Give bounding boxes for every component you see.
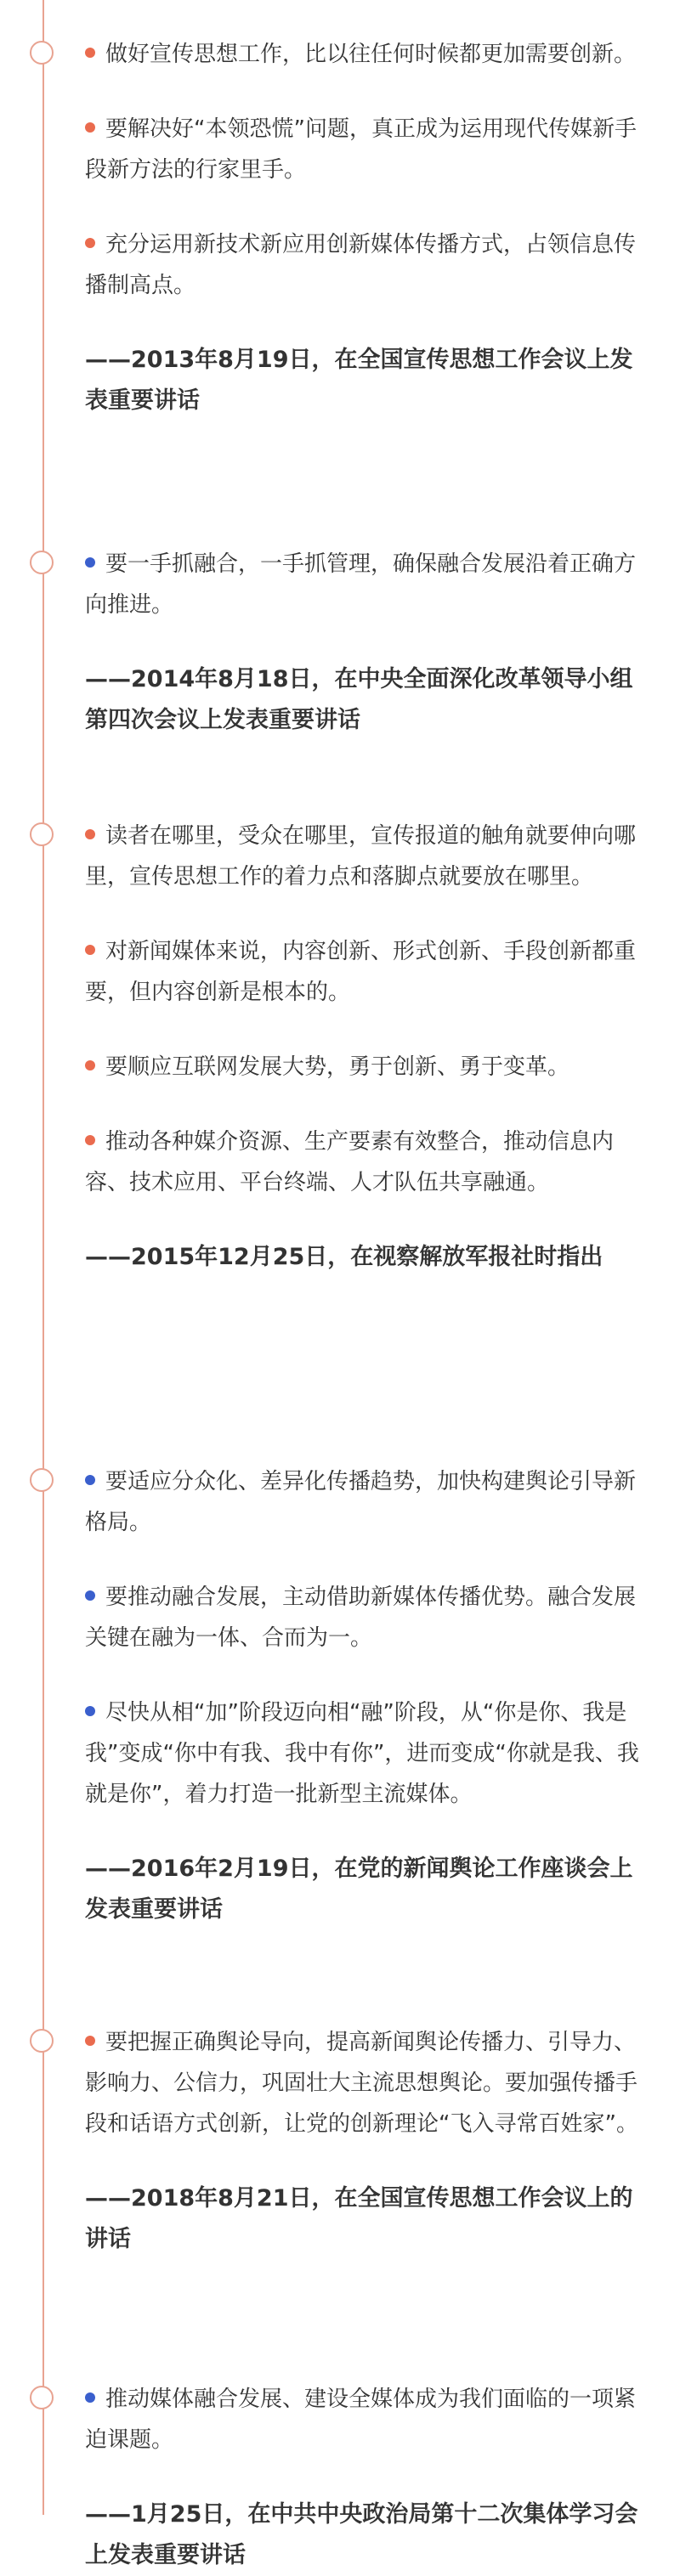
quote-item bbox=[85, 1692, 646, 1815]
quote-text: 做好宣传思想工作，比以往任何时候都更加需要创新。 bbox=[105, 42, 637, 67]
quote-text: 要解决好“本领恐慌”问题，真正成为运用现代传媒新手段新方法的行家里手。 bbox=[85, 116, 637, 183]
quote-item bbox=[85, 1047, 646, 1087]
bullet-dot-icon bbox=[85, 1475, 95, 1485]
timeline-node bbox=[30, 1468, 54, 1492]
quote-group bbox=[85, 34, 646, 421]
quote-item bbox=[85, 816, 646, 897]
speech-source: ——2013年8月19日，在全国宣传思想工作会议上发表重要讲话 bbox=[85, 347, 633, 414]
quote-item bbox=[85, 931, 646, 1013]
quote-group bbox=[85, 544, 646, 741]
quote-item bbox=[85, 224, 646, 306]
timeline-line bbox=[42, 0, 44, 2515]
bullet-dot-icon bbox=[85, 945, 95, 955]
quote-item bbox=[85, 1577, 646, 1658]
speech-source: ——2018年8月21日，在全国宣传思想工作会议上的讲话 bbox=[85, 2185, 633, 2252]
timeline-node bbox=[30, 551, 54, 574]
bullet-dot-icon bbox=[85, 48, 95, 58]
speech-source: ——2015年12月25日，在视察解放军报社时指出 bbox=[85, 1244, 604, 1270]
quote-text: 要顺应互联网发展大势，勇于创新、勇于变革。 bbox=[105, 1054, 570, 1080]
bullet-dot-icon bbox=[85, 122, 95, 133]
quote-text: 对新闻媒体来说，内容创新、形式创新、手段创新都重要，但内容创新是根本的。 bbox=[85, 939, 637, 1005]
speech-source: ——2014年8月18日，在中央全面深化改革领导小组第四次会议上发表重要讲话 bbox=[85, 666, 633, 733]
bullet-dot-icon bbox=[85, 1590, 95, 1601]
bullet-dot-icon bbox=[85, 557, 95, 568]
quote-text: 推动媒体融合发展、建设全媒体成为我们面临的一项紧迫课题。 bbox=[85, 2387, 637, 2453]
quote-text: 要推动融合发展，主动借助新媒体传播优势。融合发展关键在融为一体、合而为一。 bbox=[85, 1585, 637, 1651]
quote-group bbox=[85, 2022, 646, 2260]
quote-text: 读者在哪里，受众在哪里，宣传报道的触角就要伸向哪里，宣传思想工作的着力点和落脚点就要放在哪里。 bbox=[85, 823, 637, 890]
quote-item bbox=[85, 544, 646, 625]
speech-source: ——2016年2月19日，在党的新闻舆论工作座谈会上发表重要讲话 bbox=[85, 1856, 633, 1923]
quote-text: 充分运用新技术新应用创新媒体传播方式，占领信息传播制高点。 bbox=[85, 232, 637, 298]
quote-item bbox=[85, 1461, 646, 1543]
bullet-dot-icon bbox=[85, 1135, 95, 1145]
timeline-node bbox=[30, 41, 54, 65]
bullet-dot-icon bbox=[85, 829, 95, 839]
quote-text: 要适应分众化、差异化传播趋势，加快构建舆论引导新格局。 bbox=[85, 1469, 637, 1535]
quote-item bbox=[85, 2022, 646, 2144]
quote-text: 推动各种媒介资源、生产要素有效整合，推动信息内容、技术应用、平台终端、人才队伍共享融通。 bbox=[85, 1129, 615, 1195]
quote-group bbox=[85, 816, 646, 1278]
speech-source: ——1月25日，在中共中央政治局第十二次集体学习会上发表重要讲话 bbox=[85, 2501, 638, 2568]
quote-item bbox=[85, 109, 646, 190]
bullet-dot-icon bbox=[85, 238, 95, 248]
bullet-dot-icon bbox=[85, 2036, 95, 2046]
bullet-dot-icon bbox=[85, 2392, 95, 2403]
quote-item bbox=[85, 34, 646, 75]
quote-group bbox=[85, 1461, 646, 1930]
timeline-node bbox=[30, 2386, 54, 2409]
timeline-node bbox=[30, 822, 54, 846]
quote-item bbox=[85, 1121, 646, 1203]
quote-item bbox=[85, 2379, 646, 2460]
quote-text: 要把握正确舆论导向，提高新闻舆论传播力、引导力、影响力、公信力，巩固壮大主流思想舆论。要加强传播手段和话语方式创新，让党的创新理论“飞入寻常百姓家”。 bbox=[85, 2030, 638, 2137]
quote-text: 尽快从相“加”阶段迈向相“融”阶段，从“你是你、我是我”变成“你中有我、我中有你”，进而变成“你就是我、我就是你”，着力打造一批新型主流媒体。 bbox=[85, 1700, 639, 1807]
bullet-dot-icon bbox=[85, 1706, 95, 1716]
quote-group bbox=[85, 2379, 646, 2576]
bullet-dot-icon bbox=[85, 1060, 95, 1071]
timeline-node bbox=[30, 2029, 54, 2053]
quote-text: 要一手抓融合，一手抓管理，确保融合发展沿着正确方向推进。 bbox=[85, 551, 637, 618]
